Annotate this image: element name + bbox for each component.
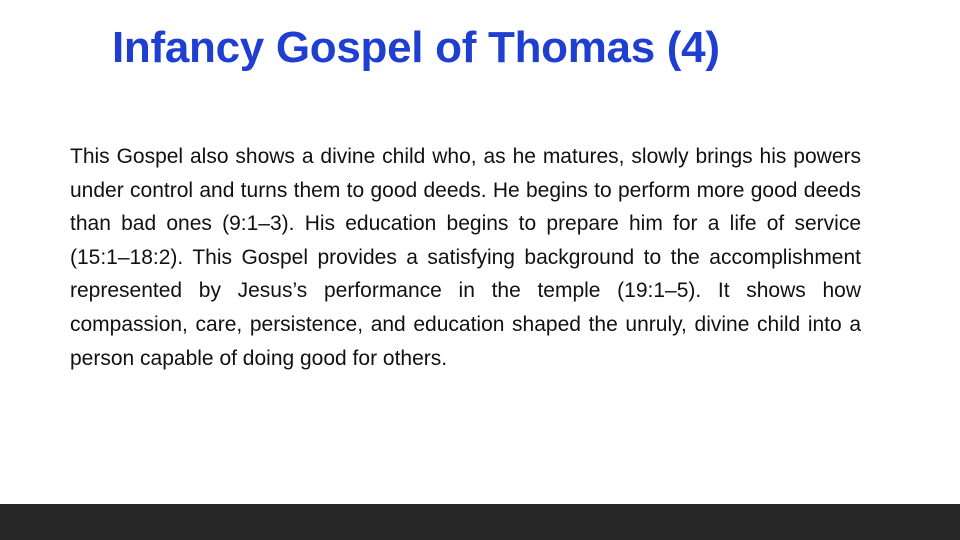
footer-bar: [0, 504, 960, 540]
slide-body-text: This Gospel also shows a divine child who, as he matures, slowly brings his powers under control and turns them to good deeds. He begins to perform more good deeds than bad ones (9:1–3). His education begins to prepare him for a life of service (15:1–18:2). This Gospel provides a satisfying background to the accomplishment represented by Jesus’s performance in the temple (19:1–5). It shows how compassion, care, persistence, and education shaped the unruly, divine child into a person capable of doing good for others.: [70, 145, 861, 370]
slide-title: Infancy Gospel of Thomas (4): [112, 23, 720, 72]
